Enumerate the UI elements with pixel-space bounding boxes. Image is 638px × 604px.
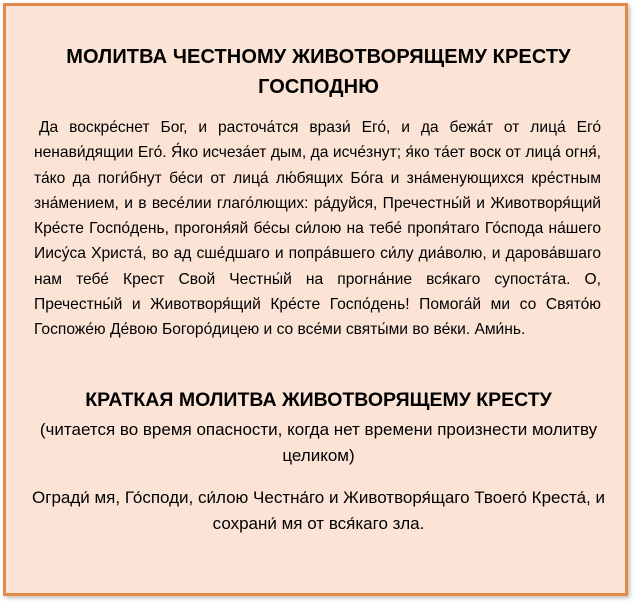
short-prayer-title: КРАТКАЯ МОЛИТВА ЖИВОТВОРЯЩЕМУ КРЕСТУ <box>85 389 552 411</box>
short-prayer-text: Огради́ мя, Го́споди, си́лою Честна́го и Животворя́щаго Твоего́ Креста́, и сохрани́ мя от вся́каго зла. <box>32 488 605 533</box>
prayer-card <box>3 3 628 596</box>
prayer-title: МОЛИТВА ЧЕСТНОМУ ЖИВОТВОРЯЩЕМУ КРЕСТУ ГОСПОДНЮ <box>66 46 571 98</box>
short-prayer-note: (читается во время опасности, когда нет времени произнести молитву целиком) <box>39 420 598 465</box>
prayer-text: Да воскре́снет Бог, и расточа́тся врази́ Его́, и да бежа́т от лица́ Его́ ненави́дящии Его́. Я́ко исчеза́ет дым, да исче́знут; я́ко та́ет воск от лица́ огня́, та́ко да поги́бнут бе́си от лица́ лю́бящих Бо́га и зна́менующихся кре́стным зна́мением, и в весе́лии глаго́лющих: ра́дуйся, Пречестны́й и Животворя́щий Кре́сте Госпо́день, прогоня́яй бе́сы си́лою на тебе́ пропя́таго Го́спода на́шего Иису́са Христа́, во ад сше́дшаго и попра́вшего си́лу диа́волю, и дарова́вшаго нам тебе́ Крест Свой Честны́й на прогна́ние вся́каго супоста́та. О, Пречестны́й и Животворя́щий Кре́сте Госпо́день! Помога́й ми со Свято́ю Госпоже́ю Де́вою Богоро́дицею и со все́ми святы́ми во ве́ки. Ами́нь. <box>34 119 601 339</box>
